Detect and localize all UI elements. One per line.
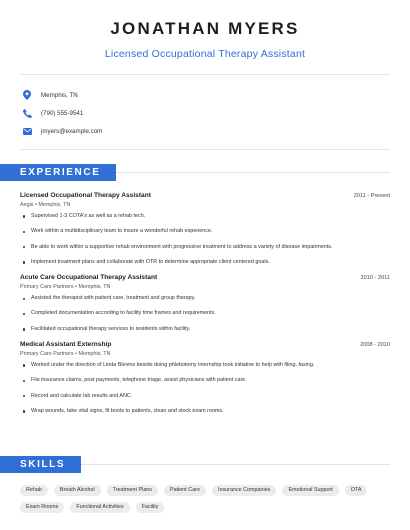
- phone-link[interactable]: (790) 555-9541: [41, 109, 84, 117]
- job-title: Licensed Occupational Therapy Assistant: [20, 192, 151, 199]
- job-bullet: Facilitated occupational therapy services to residents within facility.: [20, 326, 390, 333]
- skill-chip: Insurance Companies: [212, 485, 276, 496]
- job-title: Acute Care Occupational Therapy Assistant: [20, 274, 158, 282]
- job-bullets: [20, 213, 390, 266]
- skill-chip: OTA: [345, 485, 368, 496]
- job-entry: [20, 274, 390, 333]
- job-bullets: [20, 362, 390, 415]
- candidate-name: JONATHAN MYERS: [110, 19, 300, 38]
- skill-chip: Patient Care: [164, 485, 206, 496]
- contact-list: [0, 75, 410, 140]
- location-text: Memphis, TN: [41, 91, 78, 99]
- experience-list: [0, 181, 410, 415]
- job-entry: [20, 341, 390, 415]
- contact-phone: [22, 104, 410, 122]
- experience-section-header: [0, 164, 410, 181]
- job-dates: 2008 - 2010: [360, 342, 390, 349]
- skill-chip: Facility: [136, 502, 165, 513]
- skills-heading: SKILLS: [0, 456, 81, 473]
- job-company: Primary Care Partners • Memphis, TN: [20, 351, 111, 358]
- contact-divider: [20, 149, 390, 150]
- skills-section-header: [0, 456, 410, 473]
- envelope-icon: [22, 126, 32, 136]
- job-dates: 2010 - 2011: [360, 275, 390, 282]
- skill-chip: Exam Rooms: [20, 502, 64, 513]
- skills-row: [20, 502, 390, 513]
- job-bullets: [20, 295, 390, 333]
- job-bullet: Completed documentation according to facility time frames and requirements.: [20, 310, 390, 317]
- job-title: Medical Assistant Externship: [20, 341, 112, 349]
- skill-chip: Rehab: [20, 485, 48, 496]
- job-bullet: Work within a multidisciplinary team to insure a wonderful rehab experience.: [20, 228, 390, 235]
- job-bullet: Worked under the direction of Linda Blevins beside doing phlebotomy internship took initiative to help with filing, faxing.: [20, 362, 390, 369]
- skill-chip: Breath Alcohol: [54, 485, 101, 496]
- skills-row: [20, 485, 390, 496]
- contact-email: [22, 122, 410, 140]
- experience-heading: EXPERIENCE: [0, 164, 116, 181]
- skill-chip: Emotional Support: [282, 485, 338, 496]
- job-bullet: Supervised 1-3 COTA's as well as a rehab tech.: [20, 213, 390, 220]
- experience-heading-line: [116, 172, 390, 173]
- job-bullet: Wrap wounds, take vital signs, fit boots to patients, clean and stock exam rooms.: [20, 408, 390, 415]
- job-entry: [20, 192, 390, 266]
- contact-location: [22, 86, 410, 104]
- skills-list: [20, 485, 390, 519]
- job-bullet: Implement treatment plans and collaborate with OTR to determine appropriate client centered goals.: [20, 259, 390, 266]
- phone-icon: [22, 108, 32, 118]
- candidate-title: Licensed Occupational Therapy Assistant: [104, 48, 306, 60]
- job-bullet: File insurance claims, post payments, telephone triage, assist physicians with patient care.: [20, 377, 390, 384]
- job-bullet: Be able to work within a supportive rehab environment with progressive treatment to address a variety of disease impairments.: [20, 244, 390, 251]
- resume-header: [0, 0, 410, 60]
- map-pin-icon: [22, 90, 32, 100]
- job-company: Aegis • Memphis, TN: [20, 202, 71, 208]
- skill-chip: Functional Activities: [70, 502, 129, 513]
- skills-heading-line: [81, 464, 390, 465]
- job-dates: 2011 - Present: [353, 193, 390, 199]
- job-company: Primary Care Partners • Memphis, TN: [20, 284, 111, 291]
- skill-chip: Treatment Plans: [107, 485, 158, 496]
- job-bullet: Assisted the therapist with patient care, treatment and group therapy.: [20, 295, 390, 302]
- email-link[interactable]: jmyers@example.com: [41, 127, 103, 135]
- job-bullet: Record and calculate lab results and ANC.: [20, 393, 390, 400]
